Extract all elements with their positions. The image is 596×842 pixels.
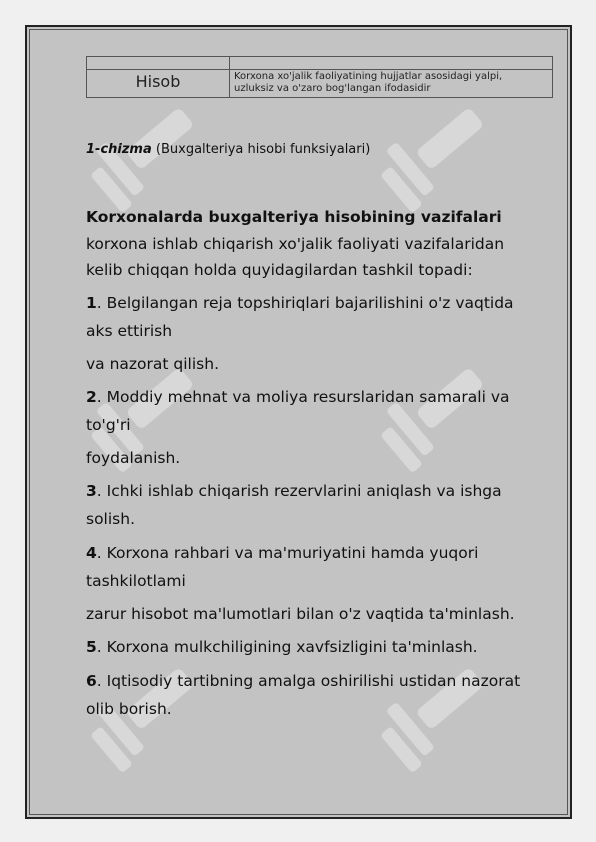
main-text <box>86 205 536 723</box>
table-cell <box>87 57 230 70</box>
figure-title: (Buxgalteriya hisobi funksiyalari) <box>155 142 371 157</box>
table-cell <box>230 57 553 70</box>
hisob-description <box>230 70 553 98</box>
list-item: 5. Korxona mulkchiligining xavfsizligini ta'minlash. <box>86 638 478 656</box>
list-item: 6. Iqtisodiy tartibning amalga oshirilishi ustidan nazorat olib borish. <box>86 672 521 718</box>
list-item-continuation: va nazorat qilish. <box>86 355 219 373</box>
figure-caption <box>86 142 370 157</box>
figure-number: 1-chizma <box>86 142 152 157</box>
list-item: 2. Moddiy mehnat va moliya resurslaridan samarali va to'g'ri <box>86 388 510 434</box>
list-item-continuation: zarur hisobot ma'lumotlari bilan o'z vaqtida ta'minlash. <box>86 605 515 623</box>
section-heading: Korxonalarda buxgalteriya hisobining vazifalari <box>86 208 502 226</box>
hisob-table <box>86 56 553 98</box>
list-item: 3. Ichki ishlab chiqarish rezervlarini aniqlash va ishga solish. <box>86 482 502 528</box>
intro-paragraph: korxona ishlab chiqarish xo'jalik faoliyati vazifalaridan kelib chiqqan holda quyidagilardan tashkil topadi: <box>86 235 505 279</box>
list-item: 1. Belgilangan reja topshiriqlari bajarilishini o'z vaqtida aks ettirish <box>86 294 514 340</box>
hisob-label: Hisob <box>87 70 230 98</box>
table-row <box>87 70 553 98</box>
list-item-continuation: foydalanish. <box>86 449 181 467</box>
list-item: 4. Korxona rahbari va ma'muriyatini hamda yuqori tashkilotlami <box>86 544 479 590</box>
table-row <box>87 57 553 70</box>
description-line: uzluksiz va o'zaro bog'langan ifodasidir <box>234 83 431 94</box>
description-line: Korxona xo'jalik faoliyatining hujjatlar asosidagi yalpi, <box>234 71 503 82</box>
